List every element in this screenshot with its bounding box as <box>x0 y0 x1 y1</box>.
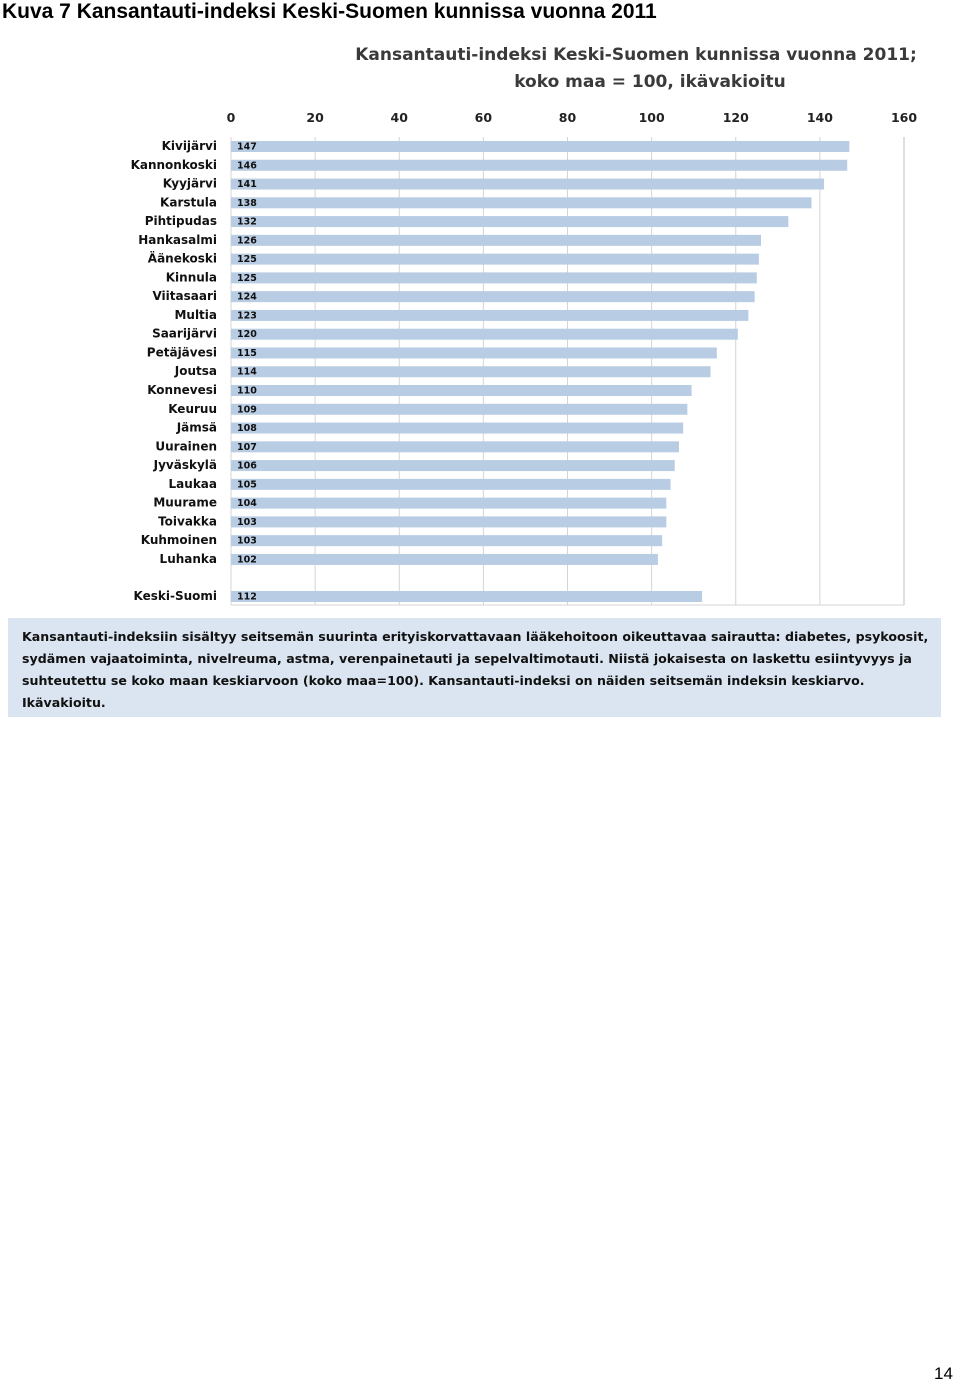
bar <box>231 479 671 490</box>
value-label: 108 <box>237 423 257 435</box>
bar <box>231 385 692 396</box>
total-value-label: 112 <box>237 591 257 603</box>
category-label: Kyyjärvi <box>162 176 217 191</box>
bar <box>231 423 683 434</box>
bar <box>231 235 761 246</box>
value-label: 104 <box>237 498 257 510</box>
value-label: 125 <box>237 254 257 266</box>
value-label: 109 <box>237 404 257 416</box>
total-bar <box>231 591 702 602</box>
value-label: 105 <box>237 479 257 491</box>
bar <box>231 216 788 227</box>
explanation-text: Kansantauti-indeksiin sisältyy seitsemän suurinta erityiskorvattavaan lääkehoitoon oikeuttavaa sairautta: diabetes, psykoosit, sydämen vajaatoiminta, nivelreuma, astma, verenpainetauti ja sepelvaltimotauti. Niistä jokaisesta on laskettu esiintyvyys ja suhteutettu se koko maan keskiarvoon (koko maa=100). Kansantauti-indeksi on näiden seitsemän indeksin keskiarvo. Ikävakioitu. <box>22 629 929 710</box>
x-tick-label: 120 <box>722 110 749 125</box>
bar <box>231 404 687 415</box>
bar <box>231 441 679 452</box>
bar <box>231 535 662 546</box>
bar <box>231 141 849 152</box>
x-tick-label: 20 <box>306 110 324 125</box>
value-label: 106 <box>237 460 257 472</box>
chart-subtitle: koko maa = 100, ikävakioitu <box>514 72 786 92</box>
bar <box>231 498 666 509</box>
bar-chart <box>0 100 960 612</box>
x-tick-label: 80 <box>558 110 577 125</box>
category-label: Kivijärvi <box>161 139 217 153</box>
category-label: Karstula <box>160 195 217 210</box>
category-label: Viitasaari <box>152 289 217 304</box>
category-label: Pihtipudas <box>144 214 217 229</box>
bar <box>231 329 738 340</box>
x-tick-label: 40 <box>390 110 408 125</box>
category-label: Petäjävesi <box>146 345 217 360</box>
value-label: 147 <box>237 141 257 153</box>
category-label: Laukaa <box>168 476 217 491</box>
category-label: Jyväskylä <box>153 458 217 473</box>
value-label: 123 <box>237 310 257 322</box>
value-label: 126 <box>237 235 257 247</box>
bar <box>231 291 755 302</box>
category-label: Kannonkoski <box>130 157 217 172</box>
value-label: 114 <box>237 366 257 378</box>
bar <box>231 310 748 321</box>
value-label: 103 <box>237 516 257 528</box>
value-label: 124 <box>237 291 257 303</box>
total-category-label: Keski-Suomi <box>133 589 217 603</box>
explanation-box <box>8 618 941 717</box>
value-label: 125 <box>237 272 257 284</box>
value-label: 110 <box>237 385 257 397</box>
page-heading: Kuva 7 Kansantauti-indeksi Keski-Suomen kunnissa vuonna 2011 <box>2 0 657 23</box>
category-label: Multia <box>174 307 217 322</box>
bar <box>231 347 717 358</box>
value-label: 120 <box>237 329 257 341</box>
bar <box>231 179 824 190</box>
value-label: 107 <box>237 441 257 453</box>
bar <box>231 366 711 377</box>
category-label: Saarijärvi <box>152 326 217 341</box>
x-tick-label: 60 <box>474 110 493 125</box>
bar <box>231 160 847 171</box>
category-label: Jämsä <box>176 420 217 435</box>
value-label: 115 <box>237 347 257 359</box>
value-label: 138 <box>237 197 257 209</box>
bar <box>231 460 675 471</box>
bar <box>231 254 759 265</box>
category-label: Muurame <box>153 495 217 510</box>
category-label: Kinnula <box>165 270 217 285</box>
x-tick-label: 0 <box>226 110 236 125</box>
value-label: 141 <box>237 179 257 191</box>
category-label: Kuhmoinen <box>140 533 217 548</box>
x-tick-label: 100 <box>638 110 665 125</box>
value-label: 103 <box>237 535 257 547</box>
bar <box>231 516 666 527</box>
x-tick-label: 140 <box>806 110 833 125</box>
value-label: 102 <box>237 554 257 566</box>
bar <box>231 272 757 283</box>
value-label: 146 <box>237 160 257 172</box>
category-label: Äänekoski <box>147 251 217 266</box>
page-number: 14 <box>934 1364 953 1383</box>
category-label: Joutsa <box>174 364 217 379</box>
category-label: Toivakka <box>158 514 217 529</box>
category-label: Luhanka <box>159 551 217 566</box>
category-label: Uurainen <box>155 439 217 454</box>
category-label: Konnevesi <box>147 383 217 398</box>
bar <box>231 554 658 565</box>
bar <box>231 197 811 208</box>
category-label: Hankasalmi <box>138 232 217 247</box>
chart-title: Kansantauti-indeksi Keski-Suomen kunnissa vuonna 2011; <box>355 45 917 65</box>
value-label: 132 <box>237 216 257 228</box>
category-label: Keuruu <box>168 401 217 416</box>
x-tick-label: 160 <box>890 110 918 125</box>
